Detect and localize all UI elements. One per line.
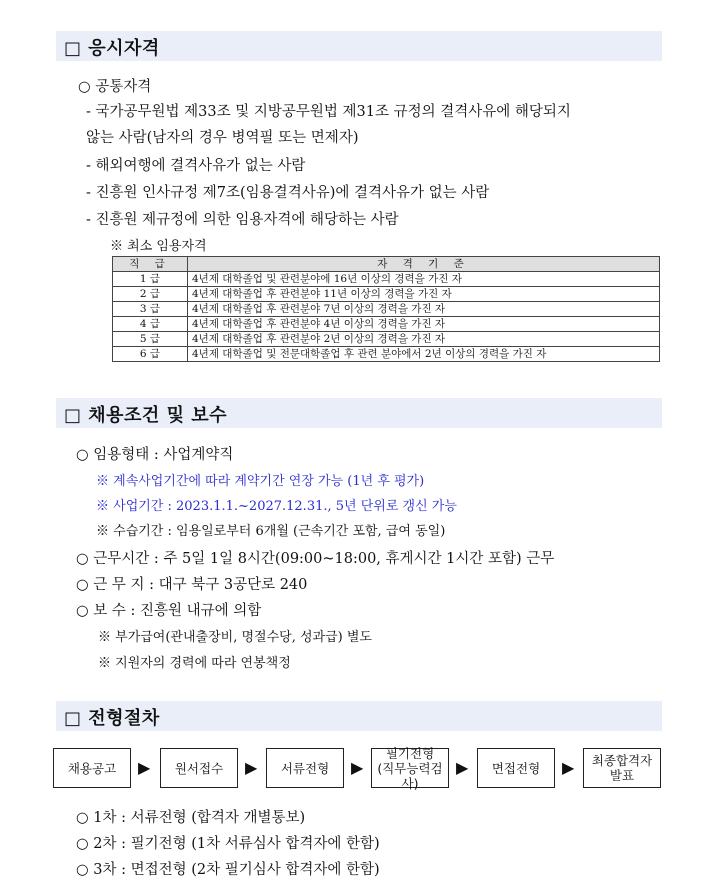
grade-cell: 6 급 bbox=[113, 347, 188, 362]
qualification-item: 않는 사람(남자의 경우 병역필 또는 면제자) bbox=[86, 130, 359, 146]
qualification-item: - 진흥원 제규정에 의한 임용자격에 해당하는 사람 bbox=[86, 212, 399, 228]
qualification-item: - 해외여행에 결격사유가 없는 사람 bbox=[86, 158, 306, 174]
grade-cell: 5 급 bbox=[113, 332, 188, 347]
section-title: □ 채용조건 및 보수 bbox=[64, 405, 228, 426]
grade-cell: 1 급 bbox=[113, 272, 188, 287]
project-period-note: ※ 사업기간 : 2023.1.1.~2027.12.31., 5년 단위로 갱신 가능 bbox=[96, 499, 457, 514]
table-row bbox=[113, 317, 660, 332]
section-title: □ 응시자격 bbox=[64, 38, 160, 59]
stage-2: ○ 2차 : 필기전형 (1차 서류심사 합격자에 한함) bbox=[76, 836, 380, 852]
common-qualification-heading: ○ 공통자격 bbox=[78, 79, 152, 95]
criteria-cell: 4년제 대학졸업 후 관련분야 7년 이상의 경력을 가진 자 bbox=[188, 302, 660, 317]
step-document-screening: 서류전형 bbox=[266, 748, 344, 788]
criteria-cell: 4년제 대학졸업 후 관련분야 4년 이상의 경력을 가진 자 bbox=[188, 317, 660, 332]
qualification-item: - 진흥원 인사규정 제7조(임용결격사유)에 결격사유가 없는 사람 bbox=[86, 185, 490, 201]
table-row bbox=[113, 287, 660, 302]
section-header-process bbox=[56, 701, 662, 731]
arrow-icon: ▶ bbox=[456, 758, 469, 777]
extension-note: ※ 계속사업기간에 따라 계약기간 연장 가능 (1년 후 평가) bbox=[96, 474, 425, 489]
section-title: □ 전형절차 bbox=[64, 708, 160, 729]
grade-cell: 3 급 bbox=[113, 302, 188, 317]
step-written-exam: 필기전형 (직무능력검사) bbox=[371, 748, 449, 788]
extra-pay-note: ※ 부가급여(관내출장비, 명절수당, 성과급) 별도 bbox=[98, 630, 372, 645]
step-interview: 면접전형 bbox=[477, 748, 555, 788]
table-header: 직 급 bbox=[113, 257, 188, 272]
table-row bbox=[113, 347, 660, 362]
table-row bbox=[113, 302, 660, 317]
criteria-cell: 4년제 대학졸업 후 관련분야 11년 이상의 경력을 가진 자 bbox=[188, 287, 660, 302]
grade-cell: 4 급 bbox=[113, 317, 188, 332]
step-application: 원서접수 bbox=[160, 748, 238, 788]
probation-note: ※ 수습기간 : 임용일로부터 6개월 (근속기간 포함, 급여 동일) bbox=[96, 524, 446, 539]
salary: ○ 보 수 : 진흥원 내규에 의함 bbox=[76, 603, 262, 619]
arrow-icon: ▶ bbox=[562, 758, 575, 777]
stage-3: ○ 3차 : 면접전형 (2차 필기심사 합격자에 한함) bbox=[76, 862, 380, 878]
qualification-item: - 국가공무원법 제33조 및 지방공무원법 제31조 규정의 결격사유에 해당되지 bbox=[86, 104, 571, 120]
arrow-icon: ▶ bbox=[245, 758, 258, 777]
employment-type: ○ 임용형태 : 사업계약직 bbox=[76, 447, 234, 463]
criteria-cell: 4년제 대학졸업 후 관련분야 2년 이상의 경력을 가진 자 bbox=[188, 332, 660, 347]
section-header-conditions bbox=[56, 398, 662, 428]
criteria-cell: 4년제 대학졸업 및 관련분야에 16년 이상의 경력을 가진 자 bbox=[188, 272, 660, 287]
table-row bbox=[113, 272, 660, 287]
qualification-table bbox=[112, 256, 660, 362]
table-row bbox=[113, 332, 660, 347]
annual-salary-note: ※ 지원자의 경력에 따라 연봉책정 bbox=[98, 656, 291, 671]
arrow-icon: ▶ bbox=[351, 758, 364, 777]
table-header: 자 격 기 준 bbox=[188, 257, 660, 272]
work-location: ○ 근 무 지 : 대구 북구 3공단로 240 bbox=[76, 577, 308, 593]
step-final-announcement: 최종합격자 발표 bbox=[583, 748, 661, 788]
working-hours: ○ 근무시간 : 주 5일 1일 8시간(09:00~18:00, 휴게시간 1시간 포함) 근무 bbox=[76, 551, 555, 567]
table-header-row bbox=[113, 257, 660, 272]
stage-1: ○ 1차 : 서류전형 (합격자 개별통보) bbox=[76, 810, 306, 826]
grade-cell: 2 급 bbox=[113, 287, 188, 302]
section-header-qualification bbox=[56, 31, 662, 61]
criteria-cell: 4년제 대학졸업 및 전문대학졸업 후 관련 분야에서 2년 이상의 경력을 가진 자 bbox=[188, 347, 660, 362]
min-qualification-note: ※ 최소 임용자격 bbox=[110, 239, 207, 254]
arrow-icon: ▶ bbox=[138, 758, 151, 777]
step-announcement: 채용공고 bbox=[53, 748, 131, 788]
